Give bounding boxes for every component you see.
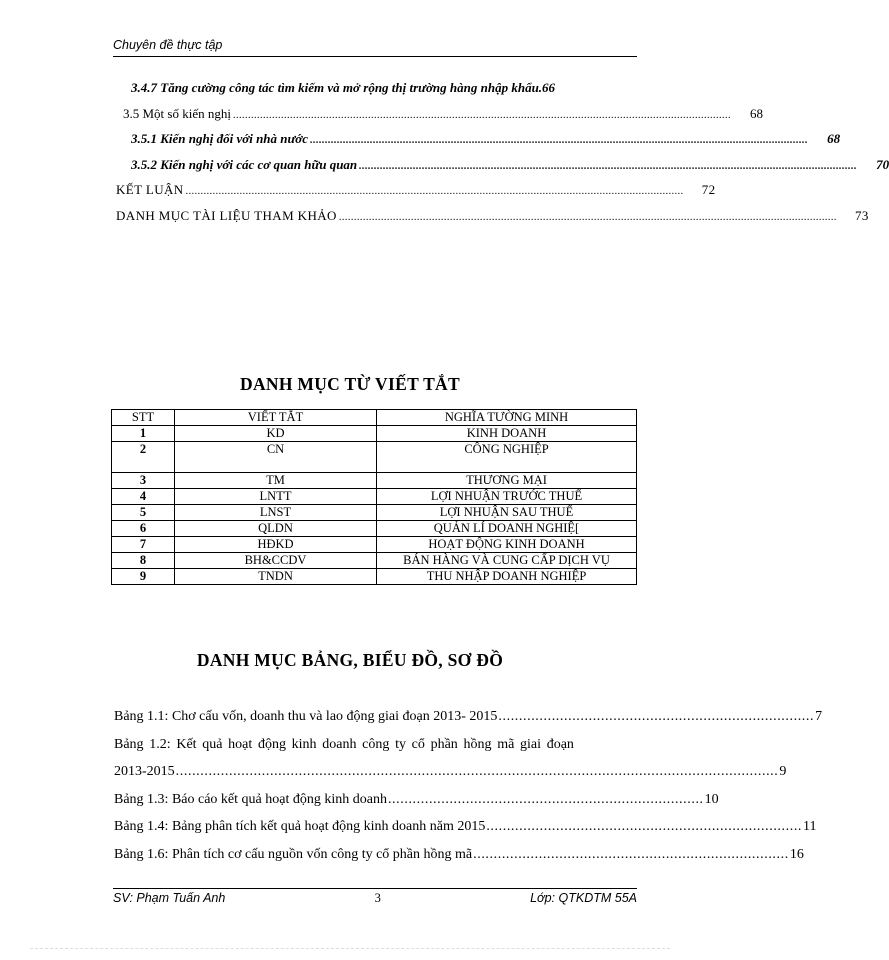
table-row [112,442,637,473]
table-of-contents [113,80,889,233]
cell-abbr: TM [175,473,377,489]
toc-dots: ...................................................................................................................................................................... [359,160,858,172]
abbreviations-title: DANH MỤC TỪ VIẾT TẮT [240,374,460,394]
toc-page: 66 [542,80,556,95]
header-abbr: VIẾT TẮT [175,410,377,426]
cell-abbr: KD [175,426,377,442]
table-row [112,473,637,489]
cell-abbr: CN [175,442,377,473]
figures-title: DANH MỤC BẢNG, BIỂU ĐỒ, SƠ ĐỒ [196,650,504,670]
cell-meaning: THƯƠNG MẠI [377,473,637,489]
page-number: 3 [374,891,381,905]
toc-label: 3.4.7 Tăng cường công tác tìm kiếm và mở rộng thị trường hàng nhập khẩu [131,80,539,95]
table-row [112,569,637,585]
figure-entry[interactable] [114,709,823,737]
toc-label: 3.5.2 Kiến nghị với các cơ quan hữu quan [131,156,358,172]
header-title: Chuyên đề thực tập [113,38,223,52]
table-row [112,537,637,553]
cell-abbr: BH&CCDV [175,553,377,569]
toc-label: DANH MỤC TÀI LIỆU THAM KHẢO [116,207,337,223]
figure-entry[interactable] [114,737,632,765]
figure-page: 11 [803,819,817,834]
figure-label: Bảng 1.1: Chơ cấu vốn, doanh thu và lao động giai đoạn 2013- 2015 [114,709,498,724]
figures-list [114,709,823,874]
cell-meaning: THU NHẬP DOANH NGHIỆP [377,569,637,585]
page-footer [113,888,637,906]
figure-label: Bảng 1.6: Phân tích cơ cấu nguồn vốn công ty cổ phần hồng mã [114,846,473,862]
cell-abbr: QLDN [175,521,377,537]
footer-student: SV: Phạm Tuấn Anh [113,891,226,905]
toc-entry[interactable] [113,182,716,208]
table-row [112,489,637,505]
toc-entry[interactable] [113,105,763,132]
figure-dots: ................................................................................................................................................... [175,764,779,779]
figure-dots: ............................................................................. [387,791,704,807]
header-meaning: NGHĨA TƯỜNG MINH [377,410,637,426]
toc-entry[interactable] [113,80,637,106]
cell-meaning: BÁN HÀNG VÀ CUNG CẤP DỊCH VỤ [377,553,637,569]
cell-stt: 9 [112,569,175,585]
figure-entry[interactable] [114,819,817,847]
figure-label: Bảng 1.3: Báo cáo kết quả hoạt động kinh doanh [114,791,387,807]
cell-meaning: LỢI NHUẬN TRƯỚC THUẾ [377,489,637,505]
header-stt: STT [112,410,175,426]
cell-stt: 5 [112,505,175,521]
cell-abbr: TNDN [175,569,377,585]
cell-meaning: KINH DOANH [377,426,637,442]
cell-stt: 2 [112,442,175,473]
figure-entry[interactable] [114,846,804,875]
cell-abbr: LNTT [175,489,377,505]
figure-dots: ............................................................................. [486,819,803,834]
toc-dots: ...................................................................................................................................................................... [310,135,809,146]
toc-label: 3.5 Một số kiến nghị [123,105,231,121]
page-header [113,38,637,57]
cell-stt: 3 [112,473,175,489]
table-row [112,521,637,537]
figure-entry[interactable] [114,791,719,820]
toc-dots: . [538,80,543,95]
table-header-row [112,410,637,426]
cell-meaning: QUẢN LÍ DOANH NGHIỆ[ [377,521,637,537]
toc-page: 72 [701,182,716,197]
toc-entry[interactable] [113,207,869,234]
toc-page: 70 [876,156,889,172]
cell-stt: 6 [112,521,175,537]
cell-stt: 4 [112,489,175,505]
table-row [112,426,637,442]
toc-page: 73 [855,207,869,223]
footer-class: Lớp: QTKDTM 55A [530,891,637,905]
figure-dots: ............................................................................. [498,709,815,724]
toc-entry[interactable] [113,131,841,157]
figure-label: Bảng 1.4: Bảng phân tích kết quả hoạt động kinh doanh năm 2015 [114,819,486,834]
table-row [112,505,637,521]
toc-dots: ...................................................................................................................................................................... [338,211,837,223]
cell-abbr: HĐKD [175,537,377,553]
cell-stt: 1 [112,426,175,442]
cell-meaning: CÔNG NGHIỆP [377,442,637,473]
toc-dots: ...................................................................................................................................................................... [185,186,684,197]
toc-page: 68 [827,131,841,146]
figure-dots: ............................................................................. [473,846,789,862]
cell-stt: 7 [112,537,175,553]
abbreviations-table [111,409,637,585]
figure-entry-continuation[interactable] [114,764,787,792]
table-row [112,553,637,569]
figure-page: 9 [779,764,787,779]
cell-meaning: HOẠT ĐỘNG KINH DOANH [377,537,637,553]
figure-page: 7 [815,709,823,724]
figure-page: 16 [789,846,804,862]
cell-stt: 8 [112,553,175,569]
cell-meaning: LỢI NHUẬN SAU THUẾ [377,505,637,521]
figure-page: 10 [704,791,719,807]
toc-page: 68 [749,105,763,121]
cell-abbr: LNST [175,505,377,521]
toc-label: KẾT LUẬN [116,182,184,197]
figure-label: Bảng 1.2: Kết quả hoạt động kinh doanh công ty cổ phần hồng mã giai đoạn [114,736,574,752]
toc-entry[interactable] [113,156,889,183]
toc-label: 3.5.1 Kiến nghị đối với nhà nước [131,131,309,146]
figure-label-continuation: 2013-2015 [114,764,175,779]
toc-dots: ...................................................................................................................................................................... [232,109,731,121]
page-bottom-divider [30,948,670,949]
